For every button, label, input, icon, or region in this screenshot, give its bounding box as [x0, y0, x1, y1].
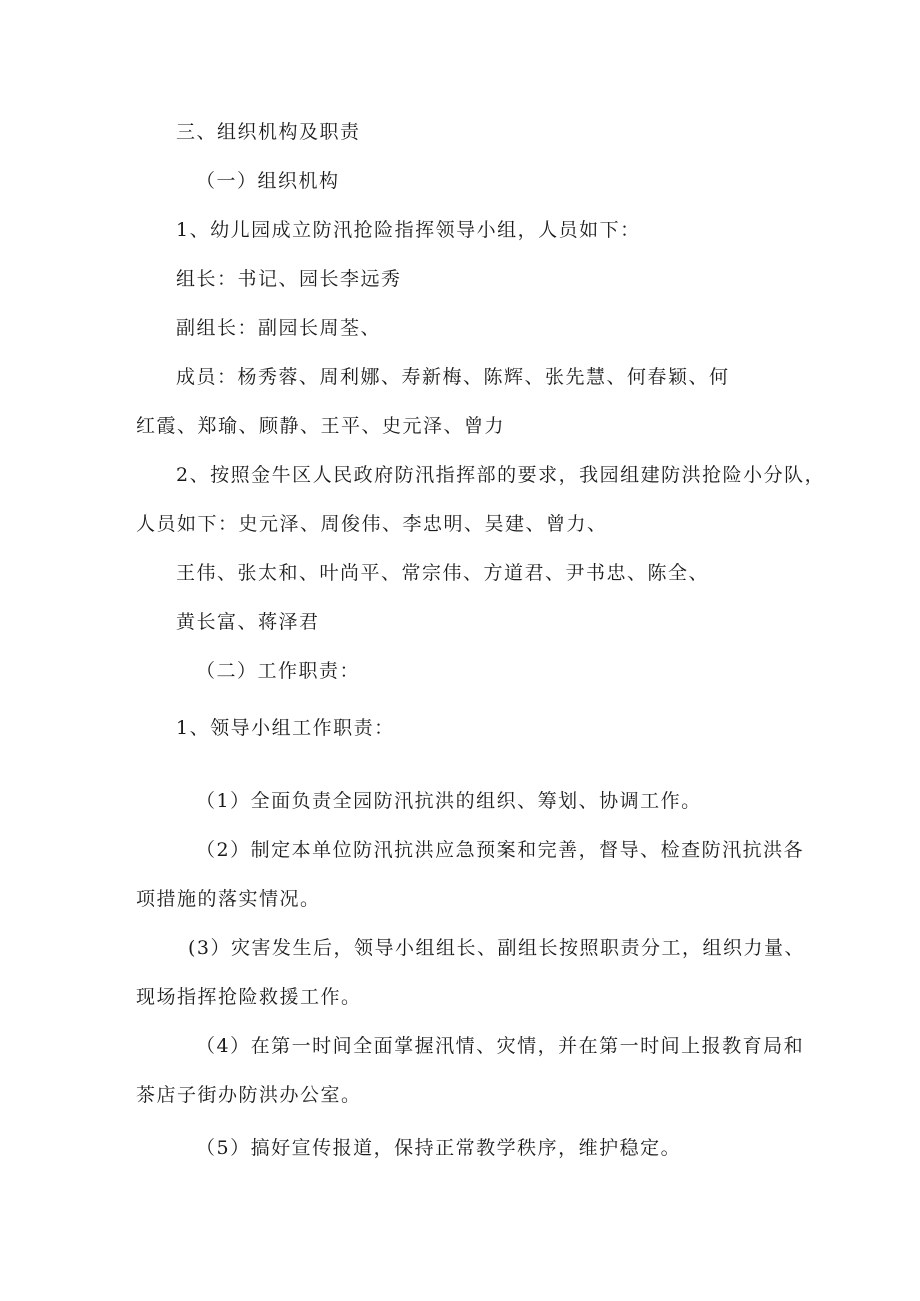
paragraph-line: 成员：杨秀蓉、周利娜、寿新梅、陈辉、张先慧、何春颖、何 — [176, 366, 730, 388]
paragraph-line: 王伟、张太和、叶尚平、常宗伟、方道君、尹书忠、陈全、 — [176, 562, 710, 584]
paragraph-line: 现场指挥抢险救援工作。 — [136, 986, 362, 1008]
subsection-heading: （一）组织机构 — [196, 170, 340, 192]
paragraph-line: 副组长：副园长周荃、 — [176, 317, 382, 339]
list-item: （2）制定本单位防汛抗洪应急预案和完善，督导、检查防汛抗洪各 — [196, 839, 805, 861]
paragraph-line: 项措施的落实情况。 — [136, 888, 321, 910]
paragraph-line: 茶店子街办防洪办公室。 — [136, 1084, 362, 1106]
list-item: (3）灾害发生后，领导小组组长、副组长按照职责分工，组织力量、 — [188, 937, 806, 959]
paragraph-line: 1、幼儿园成立防汛抢险指挥领导小组，人员如下： — [176, 219, 641, 241]
list-item: （5）搞好宣传报道，保持正常教学秩序，维护稳定。 — [196, 1137, 682, 1159]
paragraph-line: 1、领导小组工作职责： — [176, 717, 395, 739]
paragraph-line: 2、按照金牛区人民政府防汛指挥部的要求，我园组建防洪抢险小分队， — [176, 464, 826, 486]
paragraph-line: 红霞、郑瑜、顾静、王平、史元泽、曾力 — [136, 415, 506, 437]
list-item: （4）在第一时间全面掌握汛情、灾情，并在第一时间上报教育局和 — [196, 1035, 805, 1057]
paragraph-line: 人员如下：史元泽、周俊伟、李忠明、吴建、曾力、 — [136, 513, 608, 535]
list-item: （1）全面负责全园防汛抗洪的组织、筹划、协调工作。 — [196, 790, 702, 812]
subsection-heading: （二）工作职责： — [196, 660, 361, 682]
paragraph-line: 组长：书记、园长李远秀 — [176, 268, 402, 290]
section-heading: 三、组织机构及职责 — [176, 121, 361, 143]
paragraph-line: 黄长富、蒋泽君 — [176, 611, 320, 633]
